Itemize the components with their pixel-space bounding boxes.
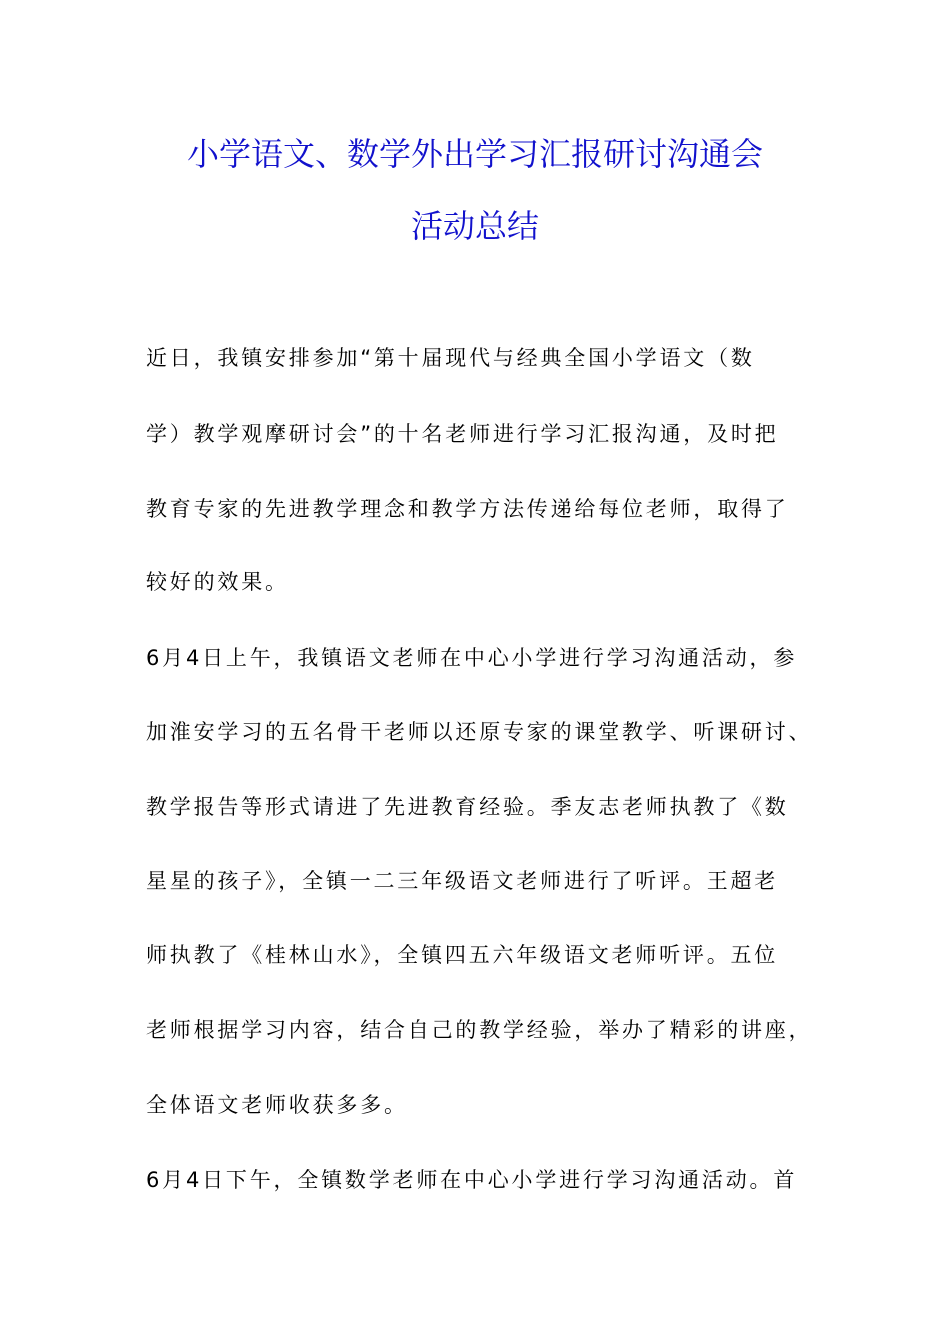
document-title-line-1: 小学语文、数学外出学习汇报研讨沟通会 — [186, 135, 763, 173]
body-line-6: 加淮安学习的五名骨干老师以还原专家的课堂教学、听课研讨、 — [146, 720, 813, 744]
body-line-2: 学）教学观摩研讨会”的十名老师进行学习汇报沟通，及时把 — [146, 422, 779, 446]
body-line-8: 星星的孩子》，全镇一二三年级语文老师进行了听评。王超老 — [146, 869, 779, 893]
body-line-10: 老师根据学习内容，结合自己的教学经验，举办了精彩的讲座， — [146, 1018, 813, 1042]
body-line-5: 6月4日上午，我镇语文老师在中心小学进行学习沟通活动，参 — [146, 646, 798, 670]
body-line-7: 教学报告等形式请进了先进教育经验。季友志老师执教了《数 — [146, 795, 789, 819]
body-line-12: 6月4日下午，全镇数学老师在中心小学进行学习沟通活动。首 — [146, 1168, 798, 1192]
body-line-3: 教育专家的先进教学理念和教学方法传递给每位老师，取得了 — [146, 497, 789, 521]
body-line-11: 全体语文老师收获多多。 — [146, 1093, 408, 1117]
body-line-1: 近日，我镇安排参加“第十届现代与经典全国小学语文（数 — [146, 346, 755, 370]
document-title-line-2: 活动总结 — [410, 207, 539, 245]
body-line-9: 师执教了《桂林山水》，全镇四五六年级语文老师听评。五位 — [146, 943, 779, 967]
body-line-4: 较好的效果。 — [146, 570, 289, 594]
